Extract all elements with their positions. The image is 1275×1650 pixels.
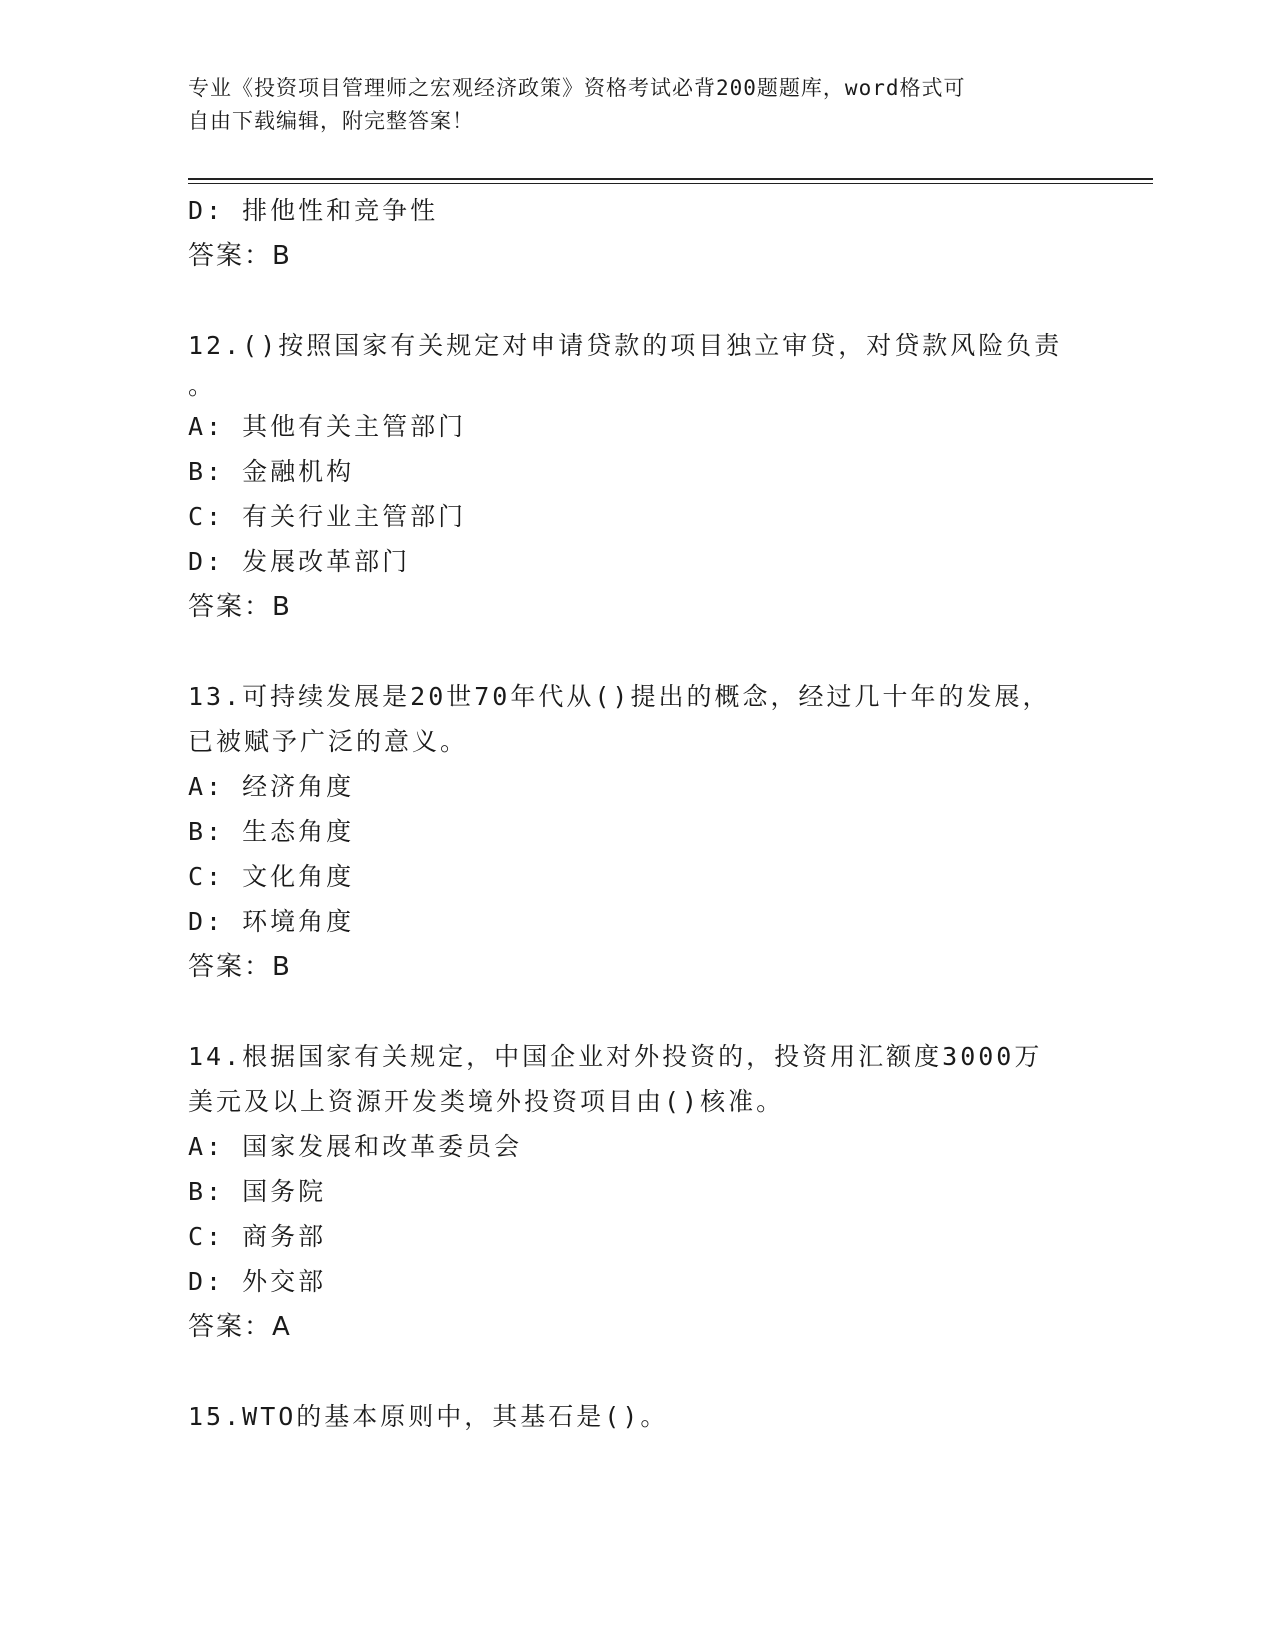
document-header xyxy=(188,72,1068,138)
q14-option-d: D: 外交部 xyxy=(188,1267,327,1296)
header-line-2: 自由下载编辑，附完整答案！ xyxy=(188,109,474,133)
q12-stem-line-2: 。 xyxy=(188,371,217,400)
q14-stem-line-2: 美元及以上资源开发类境外投资项目由()核准。 xyxy=(188,1087,785,1116)
q11-answer: 答案：B xyxy=(188,241,292,271)
question-15 xyxy=(188,1394,1088,1439)
q14-answer: 答案：A xyxy=(188,1312,292,1342)
q11-option-d: D: 排他性和竞争性 xyxy=(188,196,439,225)
q13-stem-line-2: 已被赋予广泛的意义。 xyxy=(188,727,469,756)
q14-stem-line-1: 14.根据国家有关规定，中国企业对外投资的，投资用汇额度3000万 xyxy=(188,1042,1043,1071)
question-list xyxy=(188,188,1088,1439)
q12-option-b: B: 金融机构 xyxy=(188,457,355,486)
q13-stem-line-1: 13.可持续发展是20世70年代从()提出的概念，经过几十年的发展， xyxy=(188,682,1051,711)
question-12 xyxy=(188,323,1088,630)
header-divider-thin xyxy=(188,183,1153,184)
q12-stem-line-1: 12.()按照国家有关规定对申请贷款的项目独立审贷，对贷款风险负责 xyxy=(188,331,1063,360)
q12-answer: 答案：B xyxy=(188,592,292,622)
header-divider-thick xyxy=(188,178,1153,180)
q12-option-d: D: 发展改革部门 xyxy=(188,547,411,576)
q13-option-a: A: 经济角度 xyxy=(188,772,355,801)
q12-option-c: C: 有关行业主管部门 xyxy=(188,502,467,531)
q13-option-c: C: 文化角度 xyxy=(188,862,355,891)
q15-stem-line-1: 15.WTO的基本原则中，其基石是()。 xyxy=(188,1402,669,1431)
q12-option-a: A: 其他有关主管部门 xyxy=(188,412,467,441)
q14-option-c: C: 商务部 xyxy=(188,1222,327,1251)
q13-answer: 答案：B xyxy=(188,952,292,982)
header-line-1: 专业《投资项目管理师之宏观经济政策》资格考试必背200题题库，word格式可 xyxy=(188,76,966,100)
q13-option-b: B: 生态角度 xyxy=(188,817,355,846)
question-13 xyxy=(188,674,1088,990)
question-14 xyxy=(188,1034,1088,1350)
q14-option-b: B: 国务院 xyxy=(188,1177,327,1206)
q13-option-d: D: 环境角度 xyxy=(188,907,355,936)
q14-option-a: A: 国家发展和改革委员会 xyxy=(188,1132,523,1161)
